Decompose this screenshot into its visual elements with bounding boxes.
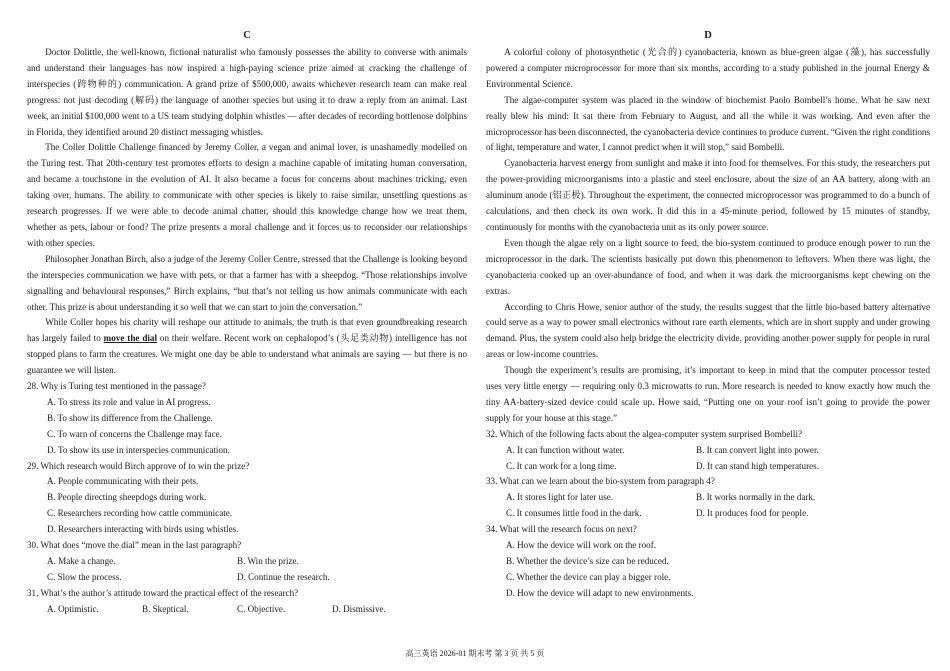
- question-31: 31. What’s the author’s attitude toward the practical effect of the research?: [27, 587, 299, 598]
- underlined-phrase: move the dial: [103, 333, 157, 344]
- q31-option-d: D. Dismissive.: [332, 603, 386, 614]
- q33-option-b: B. It works normally in the dark.: [696, 492, 816, 503]
- section-c-title: C: [243, 30, 251, 41]
- q34-option-a: A. How the device will work on the roof.: [506, 540, 657, 551]
- q32-option-c: C. It can work for a long time.: [506, 460, 617, 471]
- q28-option-a: A. To stress its role and value in AI progress.: [47, 396, 211, 407]
- section-d-paragraph-2: The algae-computer system was placed in the window of biochemist Paolo Bombell’s home. What he saw next really blew his mind: It sat there from February to August, and all the while it was working. And even after the microprocessor has been disconnected, the cyanobacteria device continues to produce current. “Given the right conditions of light, temperature and water, I cannot predict when it will stop,” said Bombelli.: [486, 94, 930, 153]
- q33-options-row-2: [506, 506, 930, 522]
- q31-option-b: B. Skeptical.: [142, 603, 189, 614]
- p4-text-before: While Coller hopes his charity will reshape our attitude to animals, the truth is that even groundbreaking research has largely failed to: [27, 317, 467, 344]
- q33-option-a: A. It stores light for later use.: [506, 492, 614, 503]
- q32-option-d: D. It can stand high temperatures.: [696, 460, 819, 471]
- section-d-paragraph-5: According to Chris Howe, senior author of the study, the results suggest that the little bio-based battery alternative could serve as a way to power small electronics without rare earth elements, which are in short supply and under growing demand. Plus, the system could also help bridge the electricity divide, providing another power supply for people in rural areas or low-income countries.: [486, 301, 930, 360]
- q30-option-a: A. Make a change.: [47, 556, 116, 566]
- q31-options-row: [47, 602, 467, 618]
- p4-text-after: on their welfare. Recent work on cephalopod’s (头足类动物) intelligence has not stopped plans to farm the creatures. We might one day be able to understand what animals are saying — but there is no guarantee we will listen.: [27, 333, 467, 376]
- question-33: 33. What can we learn about the bio-system from paragraph 4?: [486, 476, 715, 487]
- page-footer: 高三英语 2026-01 期末考 第 3 页 共 5 页: [405, 649, 545, 658]
- q33-option-d: D. It produces food for people.: [696, 508, 809, 519]
- section-d-paragraph-6: Though the experiment’s results are promising, it’s important to keep in mind that the computer processor tested uses very little energy — requiring only 0.3 microwatts to run. More research is needed to know exactly how much the tiny AA-battery-sized device could scale up. Howe said, “Putting one on your roof isn’t going to provide the power supply for your house at this stage.”: [486, 365, 930, 423]
- q29-option-c: C. Researchers recording how cattle communicate.: [47, 508, 233, 519]
- section-c-paragraph-1: Doctor Dolittle, the well-known, fictional naturalist who famously possesses the ability to converse with animals and understand their languages has now inspired a high-paying science prize aimed at cracking the challenge of interspecies (跨物种的) communication. A grand prize of $500,000, awaits whichever research team can make real progress: not just decoding (解码) the language of another species but using it to draw a reply from an animal. Last week, an initial $100,000 went to a US team studying dolphin whistles — after decades of recording bottlenose dolphins in Florida, they identified around 20 distinct messaging whistles.: [27, 47, 467, 137]
- q29-option-a: A. People communicating with their pets.: [47, 476, 199, 487]
- q32-options-row-1: [506, 443, 930, 459]
- q32-option-a: A. It can function without water.: [506, 444, 625, 455]
- q34-option-c: C. Whether the device can play a bigger role.: [506, 571, 671, 582]
- section-c-paragraph-3: Philosopher Jonathan Birch, also a judge of the Jeremy Coller Centre, stressed that the Challenge is looking beyond the interspecies communication we have with pets, or that a farmer has with a sheepdog. “Those relationships involve signalling and behavioural responses,” Birch explains, “but that’s not telling us how animals communicate with each other. This prize is about understanding it so well that we can start to join the conversation.”: [27, 253, 467, 312]
- q32-option-b: B. It can convert light into power.: [696, 444, 819, 455]
- q30-option-d: D. Continue the research.: [237, 571, 330, 582]
- question-30: 30. What does “move the dial” mean in the last paragraph?: [27, 540, 242, 551]
- section-d-paragraph-4: Even though the algae rely on a light source to feed, the bio-system continued to produce enough power to run the microprocessor in the dark. The scientists basically put down this phenomenon to leftovers. When there was light, the cyanobacteria cooked up an over-abundance of food, and when it was dark the microorganisms kept chewing on the extras.: [486, 237, 930, 296]
- q30-options-row-1: [47, 554, 467, 570]
- q28-option-c: C. To warn of concerns the Challenge may face.: [47, 428, 222, 439]
- q34-option-d: D. How the device will adapt to new environments.: [506, 587, 694, 598]
- q30-option-b: B. Win the prize.: [237, 556, 299, 566]
- section-d-column: [486, 30, 930, 602]
- section-d-title: D: [704, 30, 712, 41]
- q29-option-b: B. People directing sheepdogs during work.: [47, 492, 207, 503]
- section-c-paragraph-4: [27, 315, 467, 379]
- section-d-paragraph-3: Cyanobacteria harvest energy from sunlight and make it into food for themselves. For this study, the researchers put the power-providing microorganisms into a plastic and steel enclosure, about the size of an AA battery, along with an aluminum anode (铝正极). Throughout the experiment, the connected microprocessor was programmed to do a bunch of calculations, and then check its own work. It did this in a 45-minute period, followed by 15 minutes of standby, continuously for months with the cyanobacteria unit as its only power source.: [486, 158, 930, 232]
- section-c-paragraph-2: The Coller Dolittle Challenge financed by Jeremy Coller, a vegan and animal lover, is unashamedly modelled on the Turing test. That 20th-century test promotes efforts to design a machine capable of imitating human conversation, and became a touchstone in the evolution of AI. It also became a focus for concerns about machines tricking, even taking over, humans. The ability to communicate with other species is likely to raise similar, unsettling questions as research progresses. If we were able to decode animal chatter, should this knowledge change how we treat them, whether as pets, labour or food? The prize presents a moral challenge and it forces us to reconsider our relationships with other species.: [27, 142, 467, 248]
- q29-option-d: D. Researchers interacting with birds using whistles.: [47, 524, 239, 535]
- q33-option-c: C. It consumes little food in the dark.: [506, 508, 642, 519]
- q31-option-a: A. Optimistic.: [47, 603, 99, 614]
- question-32: 32. Which of the following facts about the algea-computer system surprised Bombelli?: [486, 428, 803, 439]
- q32-options-row-2: [506, 459, 930, 475]
- q28-option-b: B. To show its difference from the Challenge.: [47, 412, 213, 423]
- q28-option-d: D. To show its use in interspecies communication.: [47, 444, 230, 455]
- question-29: 29. Which research would Birch approve of to win the prize?: [27, 460, 250, 471]
- q30-options-row-2: [47, 570, 467, 586]
- section-c-column: [27, 30, 467, 618]
- q31-option-c: C. Objective.: [237, 603, 286, 614]
- question-34: 34. What will the research focus on next?: [486, 524, 637, 535]
- q33-options-row-1: [506, 490, 930, 506]
- q34-option-b: B. Whether the device’s size can be reduced.: [506, 556, 669, 566]
- section-d-paragraph-1: A colorful colony of photosynthetic (光合的) cyanobacteria, known as blue-green algae (藻), has successfully powered a computer microprocessor for more than six months, according to a study published in the journal Energy & Environmental Science.: [486, 47, 930, 89]
- q30-option-c: C. Slow the process.: [47, 571, 122, 582]
- question-28: 28. Why is Turing test mentioned in the passage?: [27, 381, 206, 392]
